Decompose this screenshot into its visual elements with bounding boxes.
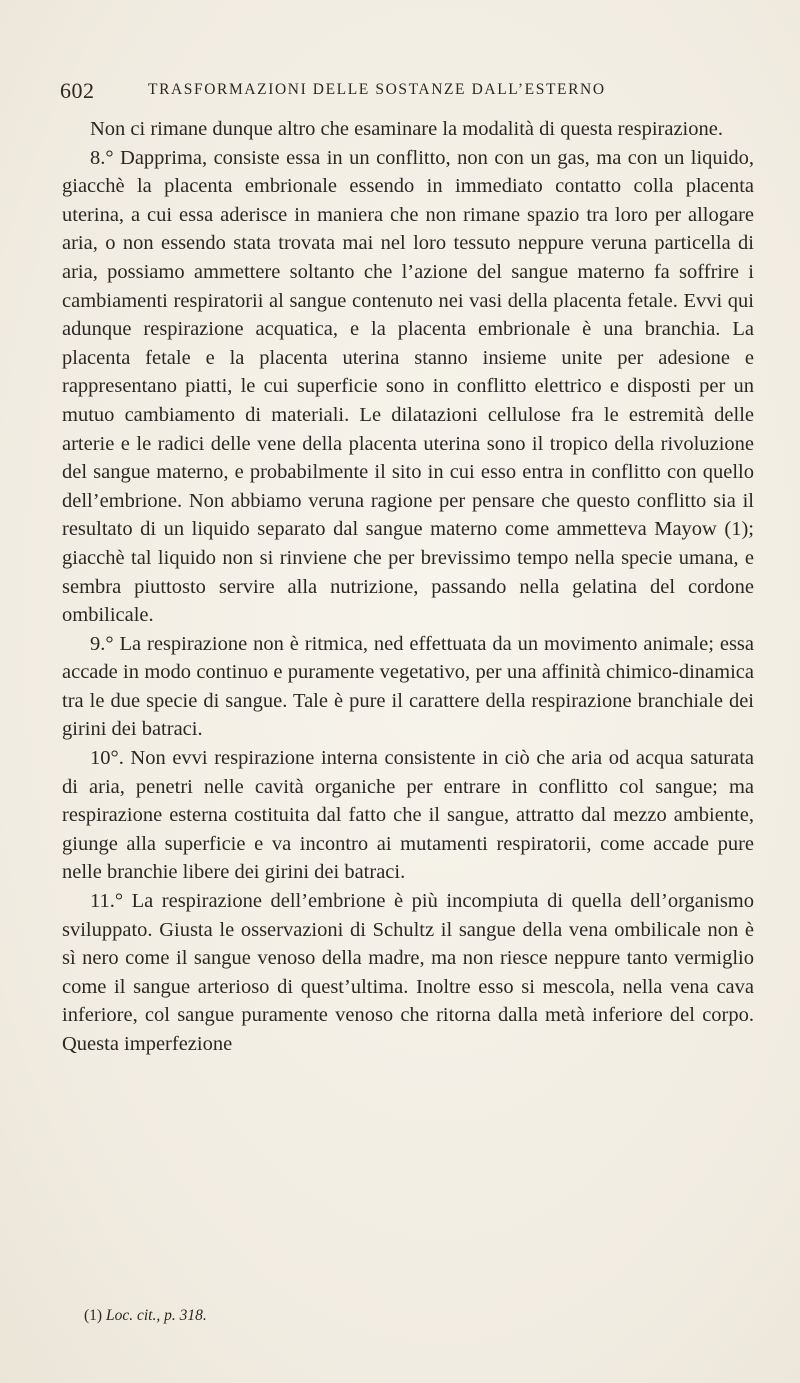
paragraph-8: 8.° Dapprima, consiste essa in un conflitto, non con un gas, ma con un liquido, giacchè la placenta embrionale essendo in immediato contatto colla placenta uterina, a cui essa aderisce in maniera che non rimane spazio tra loro per allogare aria, o non essendo stata trovata mai nel loro tessuto neppure veruna particella di aria, possiamo ammettere soltanto che l’azione del sangue materno fa soffrire i cambiamenti respiratorii al sangue contenuto nei vasi della placenta fetale. Evvi qui adunque respirazione acquatica, e la placenta embrionale è una branchia. La placenta fetale e la placenta uterina stanno insieme unite per adesione e rappresentano piatti, le cui superficie sono in conflitto elettrico e disposti per un mutuo cambiamento di materiali. Le dilatazioni cellulose fra le estremità delle arterie e le radici delle vene della placenta uterina sono il tropico della rivoluzione del sangue materno, e probabilmente il sito in cui esso entra in conflitto con quello dell’embrione. Non abbiamo veruna ragione per pensare che questo conflitto sia il resultato di un liquido separato dal sangue materno come ammetteva Mayow (1); giacchè tal liquido non si rinviene che per brevissimo tempo nella specie umana, e sembra piuttosto servire alla nutrizione, passando nella gelatina del cordone ombilicale.	[62, 146, 754, 627]
running-head: TRASFORMAZIONI DELLE SOSTANZE DALL’ESTERNO	[148, 81, 606, 98]
paragraph-11: 11.° La respirazione dell’embrione è più incompiuta di quella dell’organismo sviluppato. Giusta le osservazioni di Schultz il sangue della vena ombilicale non è sì nero come il sangue venoso della madre, ma non riesce neppure tanto vermiglio come il sangue arterioso di quest’ultima. Inoltre esso si mescola, nella vena cava inferiore, col sangue puramente venoso che ritorna dalla metà inferiore del corpo. Questa imperfezione	[62, 890, 754, 1055]
paragraph-intro: Non ci rimane dunque altro che esaminare la modalità di questa respirazione.	[90, 118, 723, 140]
footnote-mark: (1)	[84, 1307, 103, 1324]
body-text	[62, 115, 754, 1059]
footnote-citation: Loc. cit.,	[105, 1307, 161, 1324]
page-number: 602	[60, 78, 95, 103]
footnote	[84, 1306, 207, 1326]
paragraph-10: 10°. Non evvi respirazione interna consistente in ciò che aria od acqua saturata di aria, penetri nelle cavità organiche per entrare in conflitto col sangue; ma respirazione esterna costituita dal fatto che il sangue, attratto dal mezzo ambiente, giunge alla superficie e va incontro ai mutamenti respiratorii, come accade pure nelle branchie libere dei girini dei batraci.	[62, 747, 754, 884]
paragraph-9: 9.° La respirazione non è ritmica, ned effettuata da un movimento animale; essa accade in modo continuo e puramente vegetativo, per una affinità chimico-dinamica tra le due specie di sangue. Tale è pure il carattere della respirazione branchiale dei girini dei batraci.	[62, 632, 754, 741]
footnote-page-ref: p. 318.	[164, 1307, 207, 1324]
page-header	[60, 78, 752, 110]
